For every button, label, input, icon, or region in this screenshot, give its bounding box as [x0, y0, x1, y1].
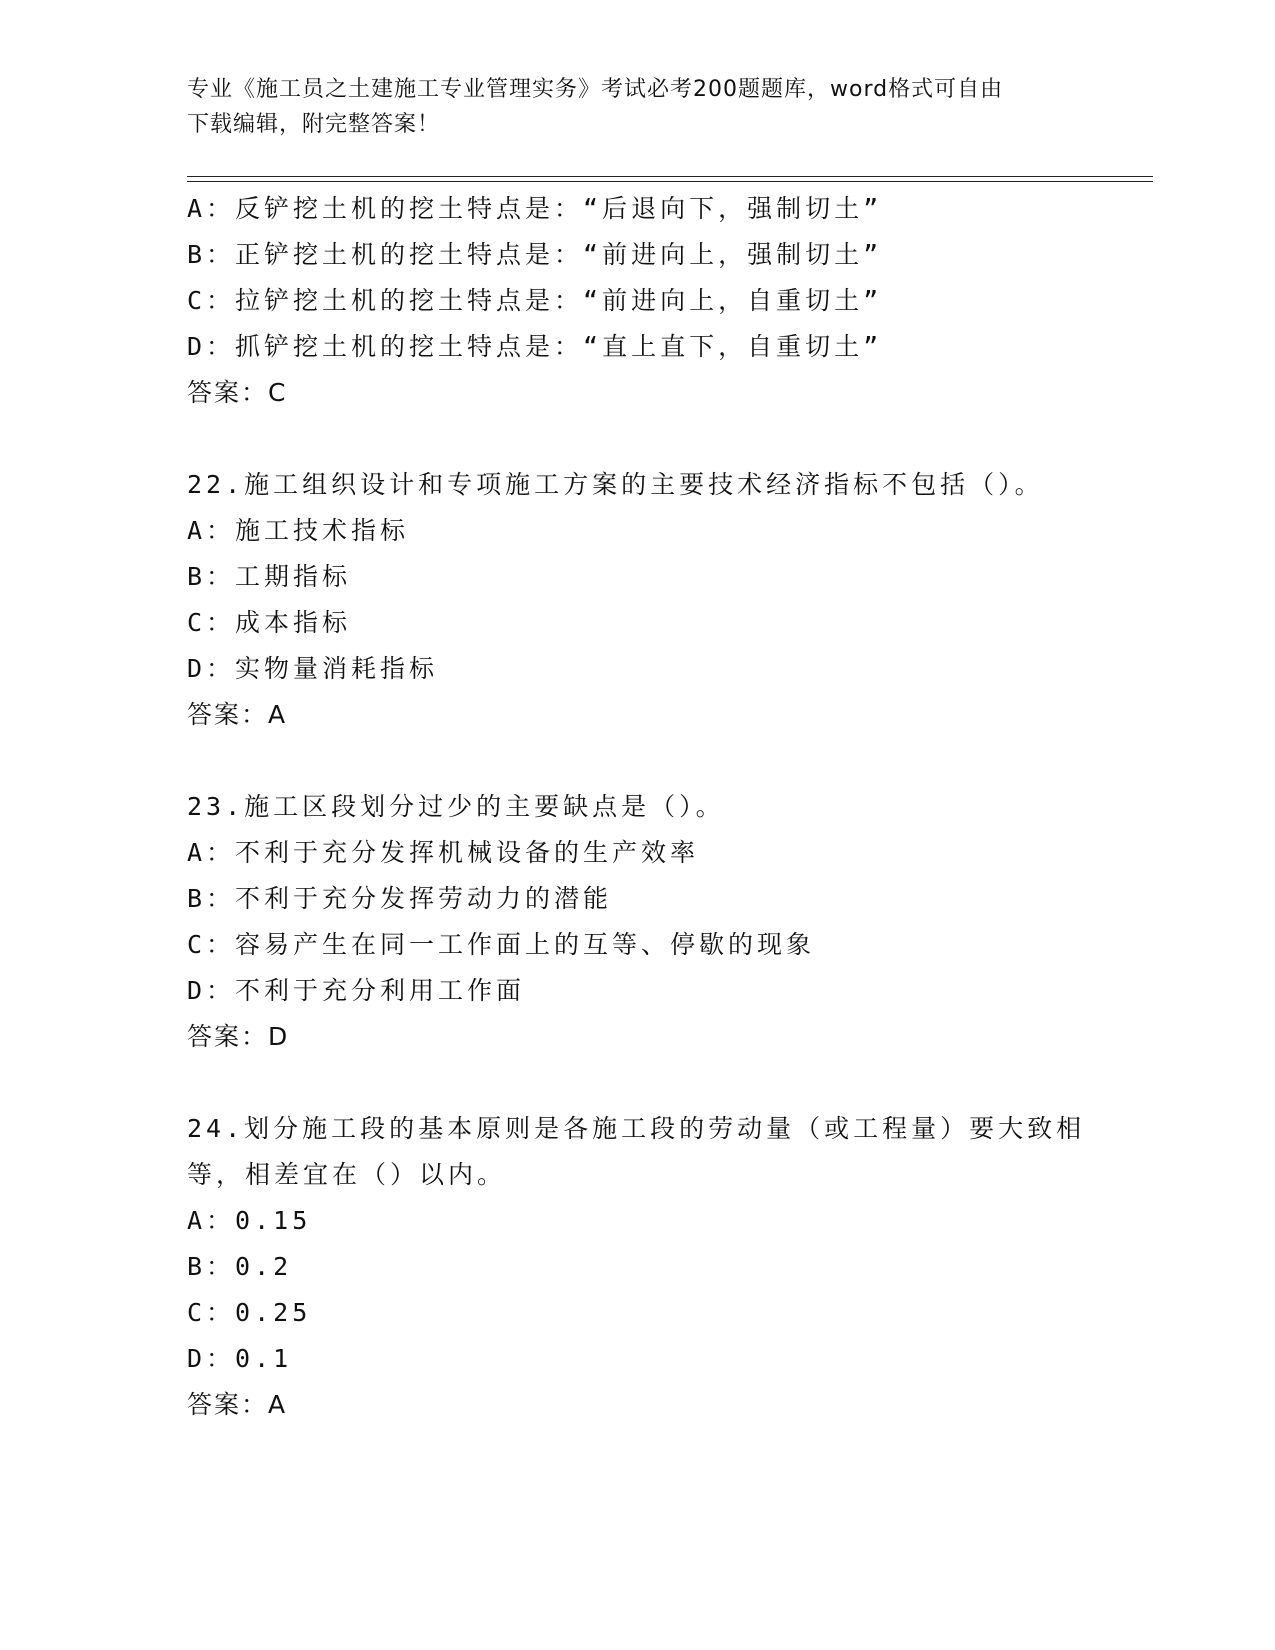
- question-21: [187, 186, 1153, 416]
- spacer: [187, 738, 1153, 784]
- option-a: A：施工技术指标: [187, 516, 410, 545]
- answer: 答案：C: [187, 378, 288, 407]
- document-header: [187, 72, 1087, 142]
- header-divider-top: [187, 176, 1153, 177]
- answer: 答案：D: [187, 1022, 290, 1051]
- option-d: D：实物量消耗指标: [187, 654, 439, 683]
- option-b: B：不利于充分发挥劳动力的潜能: [187, 884, 613, 913]
- option-d: D：不利于充分利用工作面: [187, 976, 526, 1005]
- question-22: [187, 462, 1153, 738]
- option-c: C：0.25: [187, 1298, 312, 1327]
- question-stem: 22.施工组织设计和专项施工方案的主要技术经济指标不包括（）。: [187, 470, 1044, 499]
- option-c: C：拉铲挖土机的挖土特点是：“前进向上，自重切土”: [187, 286, 883, 315]
- option-c: C：成本指标: [187, 608, 352, 637]
- question-list: [187, 186, 1153, 1428]
- option-a: A：0.15: [187, 1206, 312, 1235]
- option-a: A：不利于充分发挥机械设备的生产效率: [187, 838, 700, 867]
- header-line-2: 下载编辑，附完整答案！: [187, 112, 441, 137]
- question-24: [187, 1106, 1153, 1428]
- question-stem-line-1: 24.划分施工段的基本原则是各施工段的劳动量（或工程量）要大致相: [187, 1114, 1086, 1143]
- option-d: D：0.1: [187, 1344, 293, 1373]
- spacer: [187, 1060, 1153, 1106]
- option-d: D：抓铲挖土机的挖土特点是：“直上直下，自重切土”: [187, 332, 883, 361]
- option-a: A：反铲挖土机的挖土特点是：“后退向下，强制切土”: [187, 194, 883, 223]
- option-b: B：0.2: [187, 1252, 293, 1281]
- option-c: C：容易产生在同一工作面上的互等、停歇的现象: [187, 930, 816, 959]
- header-line-1: 专业《施工员之土建施工专业管理实务》考试必考200题题库，word格式可自由: [187, 77, 1004, 102]
- question-stem-line-2: 等，相差宜在（）以内。: [187, 1160, 507, 1189]
- spacer: [187, 416, 1153, 462]
- answer: 答案：A: [187, 700, 288, 729]
- question-23: [187, 784, 1153, 1060]
- option-b: B：工期指标: [187, 562, 352, 591]
- question-stem: 23.施工区段划分过少的主要缺点是（）。: [187, 792, 725, 821]
- answer: 答案：A: [187, 1390, 288, 1419]
- option-b: B：正铲挖土机的挖土特点是：“前进向上，强制切土”: [187, 240, 883, 269]
- header-divider-bottom: [187, 181, 1153, 182]
